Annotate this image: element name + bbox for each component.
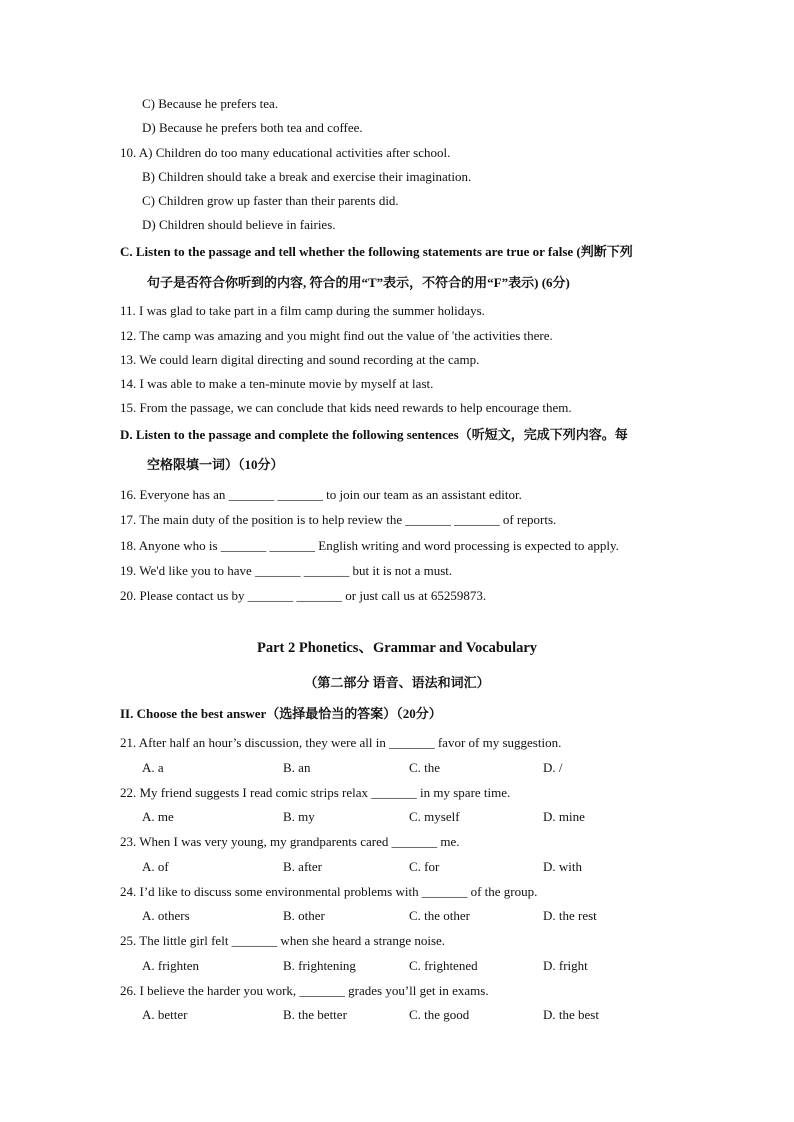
- question-26-stem: 26. I believe the harder you work, _______ grades you’ll get in exams.: [120, 983, 489, 998]
- section-d-heading-cont: 空格限填一词）（10分）: [147, 457, 284, 472]
- statement-14: 14. I was able to make a ten-minute movie by myself at last.: [120, 376, 434, 391]
- q25-option-d: D. fright: [543, 958, 588, 973]
- q21-option-b: B. an: [283, 760, 311, 775]
- section-c-heading: C. Listen to the passage and tell whether the following statements are true or false (判断下列: [120, 244, 633, 259]
- section-d-heading: D. Listen to the passage and complete the following sentences（听短文，完成下列内容。每: [120, 427, 628, 442]
- q10-option-c: C) Children grow up faster than their parents did.: [142, 193, 399, 208]
- q22-option-c: C. myself: [409, 809, 460, 824]
- q25-option-b: B. frightening: [283, 958, 356, 973]
- q23-option-d: D. with: [543, 859, 582, 874]
- question-22-stem: 22. My friend suggests I read comic strips relax _______ in my spare time.: [120, 785, 511, 800]
- section-c-heading-cont: 句子是否符合你听到的内容, 符合的用“T”表示，不符合的用“F”表示) (6分): [147, 275, 570, 290]
- statement-13: 13. We could learn digital directing and sound recording at the camp.: [120, 352, 480, 367]
- q26-option-c: C. the good: [409, 1007, 470, 1022]
- statement-15: 15. From the passage, we can conclude that kids need rewards to help encourage them.: [120, 400, 572, 415]
- sentence-18: 18. Anyone who is _______ _______ English writing and word processing is expected to apply.: [120, 538, 619, 553]
- question-23-stem: 23. When I was very young, my grandparents cared _______ me.: [120, 834, 460, 849]
- q10-option-b: B) Children should take a break and exercise their imagination.: [142, 169, 472, 184]
- q24-option-b: B. other: [283, 908, 325, 923]
- q23-option-a: A. of: [142, 859, 169, 874]
- q10-option-d: D) Children should believe in fairies.: [142, 217, 336, 232]
- sentence-16: 16. Everyone has an _______ _______ to join our team as an assistant editor.: [120, 487, 522, 502]
- q21-option-c: C. the: [409, 760, 441, 775]
- q26-option-d: D. the best: [543, 1007, 599, 1022]
- sentence-17: 17. The main duty of the position is to help review the _______ _______ of reports.: [120, 512, 557, 527]
- question-21-stem: 21. After half an hour’s discussion, they were all in _______ favor of my suggestion.: [120, 735, 562, 750]
- section-ii-heading: II. Choose the best answer（选择最恰当的答案）（20分）: [120, 706, 442, 721]
- q25-option-c: C. frightened: [409, 958, 478, 973]
- q24-option-c: C. the other: [409, 908, 471, 923]
- q22-option-a: A. me: [142, 809, 174, 824]
- q25-option-a: A. frighten: [142, 958, 200, 973]
- q26-option-b: B. the better: [283, 1007, 347, 1022]
- question-25-stem: 25. The little girl felt _______ when she heard a strange noise.: [120, 933, 446, 948]
- statement-12: 12. The camp was amazing and you might find out the value of 'the activities there.: [120, 328, 553, 343]
- part2-subtitle: （第二部分 语音、语法和词汇）: [304, 675, 490, 690]
- q22-option-d: D. mine: [543, 809, 585, 824]
- statement-11: 11. I was glad to take part in a film camp during the summer holidays.: [120, 303, 485, 318]
- question-24-stem: 24. I’d like to discuss some environmental problems with _______ of the group.: [120, 884, 538, 899]
- q9-option-d: D) Because he prefers both tea and coffee.: [142, 120, 363, 135]
- q23-option-c: C. for: [409, 859, 440, 874]
- q21-option-d: D. /: [543, 760, 563, 775]
- q24-option-a: A. others: [142, 908, 190, 923]
- part2-title: Part 2 Phonetics、Grammar and Vocabulary: [256, 640, 538, 656]
- q9-option-c: C) Because he prefers tea.: [142, 96, 279, 111]
- q23-option-b: B. after: [283, 859, 322, 874]
- sentence-19: 19. We'd like you to have _______ _______ but it is not a must.: [120, 563, 453, 578]
- sentence-20: 20. Please contact us by _______ _______ or just call us at 65259873.: [120, 588, 487, 603]
- q21-option-a: A. a: [142, 760, 164, 775]
- q22-option-b: B. my: [283, 809, 315, 824]
- q10-option-a: 10. A) Children do too many educational activities after school.: [120, 145, 451, 160]
- q26-option-a: A. better: [142, 1007, 188, 1022]
- q24-option-d: D. the rest: [543, 908, 597, 923]
